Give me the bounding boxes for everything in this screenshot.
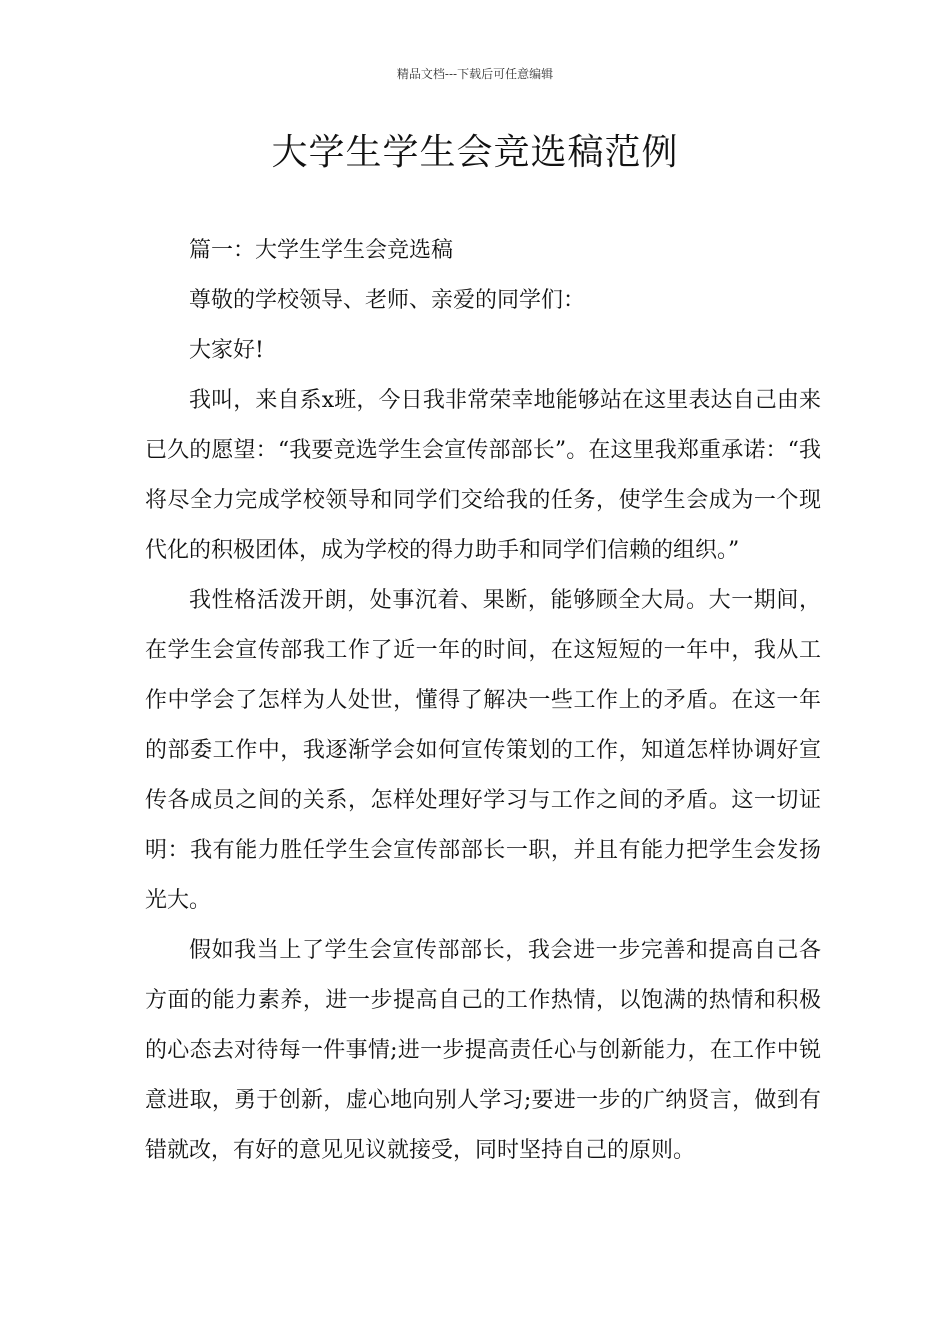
body-paragraph: 我性格活泼开朗，处事沉着、果断，能够顾全大局。大一期间，在学生会宣传部我工作了近一年的时间，在这短短的一年中，我从工作中学会了怎样为人处世，懂得了解决一些工作上的矛盾。在这一年的部委工作中，我逐渐学会如何宣传策划的工作，知道怎样协调好宣传各成员之间的关系，怎样处理好学习与工作之间的矛盾。这一切证明：我有能力胜任学生会宣传部部长一职，并且有能力把学生会发扬光大。 [145, 588, 821, 913]
section-heading: 篇一：大学生学生会竞选稿 [189, 238, 454, 263]
header-note: 精品文档---下载后可任意编辑 [396, 67, 554, 81]
body-paragraph: 我叫，来自系x班，今日我非常荣幸地能够站在这里表达自己由来已久的愿望：“我要竞选学生会宣传部部长”。在这里我郑重承诺：“我将尽全力完成学校领导和同学们交给我的任务，使学生会成为一个现代化的积极团体，成为学校的得力助手和同学们信赖的组织。” [145, 388, 821, 563]
document-body [145, 226, 821, 1176]
salutation: 尊敬的学校领导、老师、亲爱的同学们： [189, 288, 586, 313]
body-paragraph: 假如我当上了学生会宣传部部长，我会进一步完善和提高自己各方面的能力素养，进一步提高自己的工作热情，以饱满的热情和积极的心态去对待每一件事情;进一步提高责任心与创新能力，在工作中锐意进取，勇于创新，虚心地向别人学习;要进一步的广纳贤言，做到有错就改，有好的意见见议就接受，同时坚持自己的原则。 [145, 938, 821, 1163]
greeting: 大家好! [189, 338, 264, 363]
document-title: 大学生学生会竞选稿范例 [271, 132, 679, 173]
